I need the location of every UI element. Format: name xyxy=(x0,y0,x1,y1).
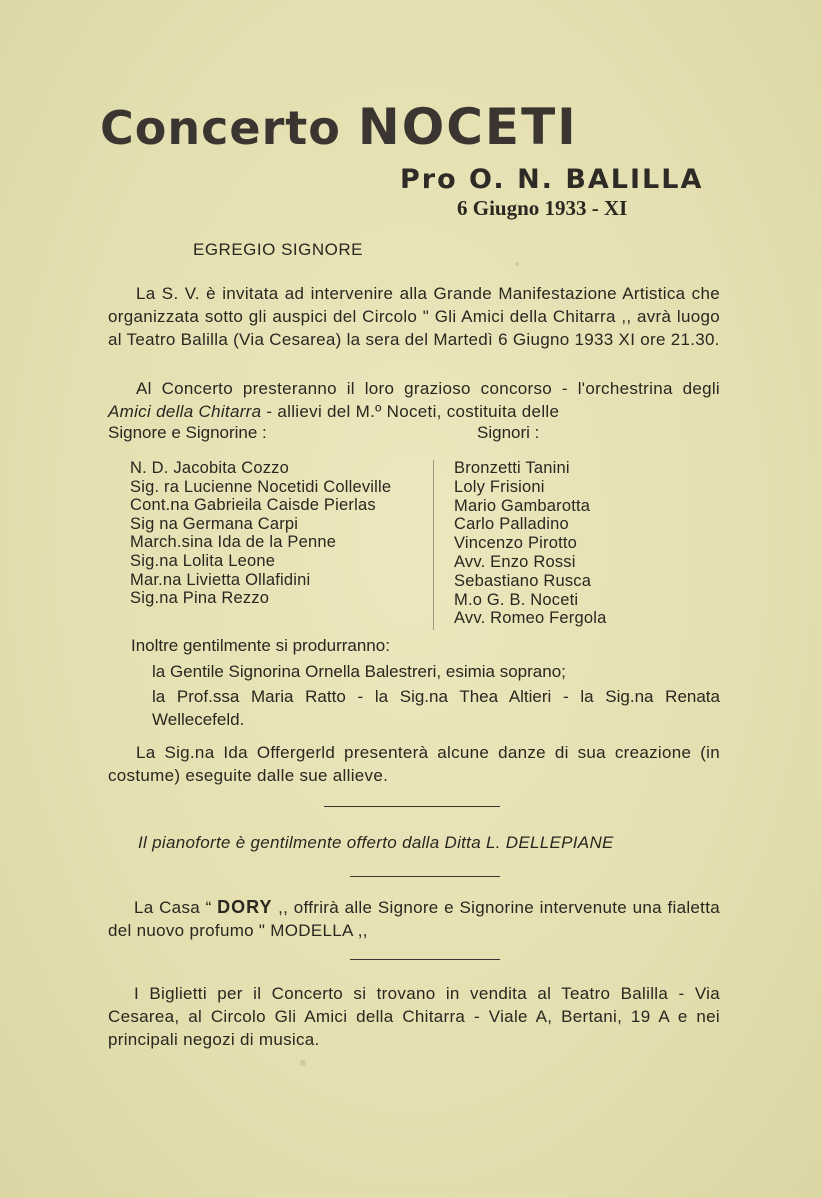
list-item: Bronzetti Tanini xyxy=(454,459,570,477)
list-item: M.o G. B. Noceti xyxy=(454,590,579,609)
list-item: Sig. ra Lucienne Nocetidi Colleville xyxy=(130,477,392,496)
tickets-paragraph: I Biglietti per il Concerto si trovano in vendita al Teatro Balilla - Via Cesarea, al Circolo Gli Amici della Chitarra - Viale A, Bertani, 19 A e nei principali negozi di musica. xyxy=(108,984,720,1049)
list-item: Vincenzo Pirotto xyxy=(454,534,578,553)
list-item: Sig.na Pina Rezzo xyxy=(130,589,270,608)
ink-spot xyxy=(515,262,519,266)
list-item: Mar.na Livietta Ollafidini xyxy=(130,570,311,589)
performers-line: la Prof.ssa Maria Ratto - la Sig.na Thea Altieri - la Sig.na Renata Wellecefeld. xyxy=(152,687,720,729)
perfume-paragraph: La Casa “ DORY ,, offrirà alle Signore e Signorine intervenute una fialetta del nuovo profumo " MODELLA ,, xyxy=(108,897,720,940)
ladies-list xyxy=(130,459,391,608)
dance-paragraph: La Sig.na Ida Offergerld presenterà alcune danze di sua creazione (in costume) eseguite dalle sue allieve. xyxy=(108,743,720,785)
gentlemen-heading: Signori : xyxy=(477,423,540,442)
list-item: Avv. Romeo Fergola xyxy=(454,609,607,628)
list-item: Sig na Germana Carpi xyxy=(130,514,299,533)
list-item: Cont.na Gabrieila Caisde Pierlas xyxy=(130,496,376,515)
title-word-concerto: Concerto xyxy=(100,101,341,155)
brand-dory: DORY xyxy=(217,897,273,917)
invitation-paragraph: La S. V. è invitata ad intervenire alla Grande Manifestazione Artistica che organizzata sotto gli auspici del Circolo " Gli Amici della Chitarra ,, avrà luogo al Teatro Balilla (Via Cesarea) la sera del Martedì 6 Giugno 1933 XI ore 21.30. xyxy=(108,284,720,349)
subtitle: Pro O. N. BALILLA xyxy=(400,164,704,195)
ladies-heading: Signore e Signorine : xyxy=(108,423,267,442)
divider xyxy=(350,959,500,960)
list-item: Sebastiano Rusca xyxy=(454,571,592,590)
list-item: March.sina Ida de la Penne xyxy=(130,533,337,552)
divider xyxy=(324,806,500,807)
additional-performers-intro: Inoltre gentilmente si produrranno: xyxy=(131,636,390,655)
list-item: Loly Frisioni xyxy=(454,477,545,496)
list-item: Mario Gambarotta xyxy=(454,496,591,515)
gentlemen-list xyxy=(454,459,606,628)
divider xyxy=(350,876,500,877)
event-date: 6 Giugno 1933 - XI xyxy=(457,196,628,220)
list-item: N. D. Jacobita Cozzo xyxy=(130,459,289,477)
concert-title xyxy=(100,98,578,156)
salutation: EGREGIO SIGNORE xyxy=(193,240,363,259)
list-item: Sig.na Lolita Leone xyxy=(130,551,276,570)
title-word-noceti: NOCETI xyxy=(357,98,578,156)
list-item: Carlo Palladino xyxy=(454,515,569,534)
piano-note: Il pianoforte è gentilmente offerto dalla Ditta L. DELLEPIANE xyxy=(138,833,614,852)
ink-spot xyxy=(300,1060,306,1066)
list-item: Avv. Enzo Rossi xyxy=(454,552,576,571)
column-divider xyxy=(433,460,434,630)
orchestra-paragraph: Al Concerto presteranno il loro grazioso concorso - l'orchestrina degli Amici della Chitarra - allievi del M.º Noceti, costituita delle xyxy=(108,379,720,421)
soprano-line: la Gentile Signorina Ornella Balestreri, esimia soprano; xyxy=(152,662,566,681)
orchestra-name: Amici della Chitarra xyxy=(108,402,262,421)
